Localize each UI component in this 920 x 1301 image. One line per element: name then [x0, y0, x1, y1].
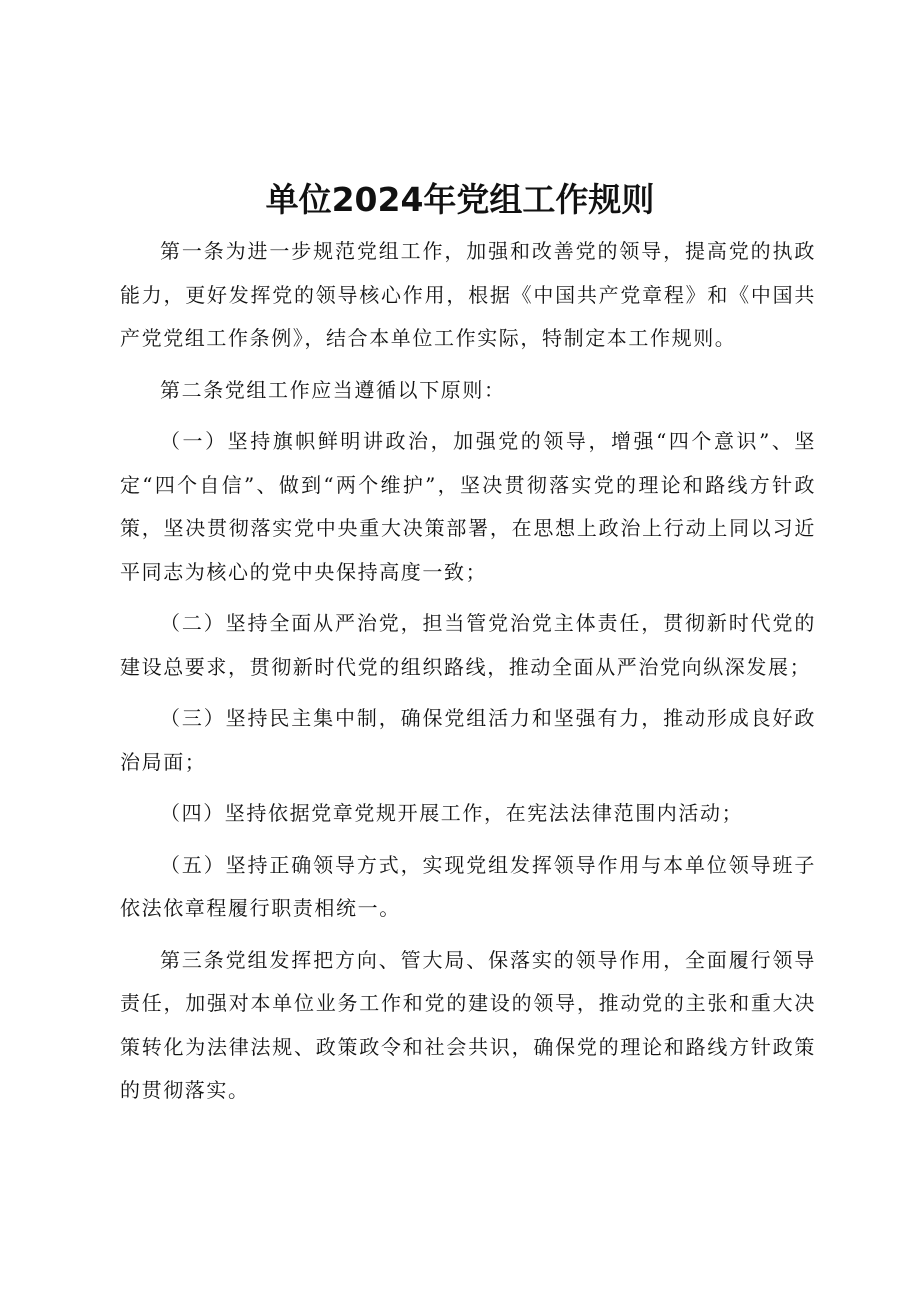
- principle-1-paragraph: （一）坚持旗帜鲜明讲政治，加强党的领导，增强“四个意识”、坚定“四个自信”、做到“两个维护”，坚决贯彻落实党的理论和路线方针政策，坚决贯彻落实党中央重大决策部署，在思想上政治上行动上同以习近平同志为核心的党中央保持高度一致；: [120, 429, 816, 584]
- principle-2-paragraph: （二）坚持全面从严治党，担当管党治党主体责任，贯彻新时代党的建设总要求，贯彻新时代党的组织路线，推动全面从严治党向纵深发展；: [120, 611, 816, 679]
- document-title: 单位2024年党组工作规则: [265, 180, 655, 219]
- principle-3-paragraph: （三）坚持民主集中制，确保党组活力和坚强有力，推动形成良好政治局面；: [120, 706, 816, 774]
- principle-5-paragraph: （五）坚持正确领导方式，实现党组发挥领导作用与本单位领导班子依法依章程履行职责相统一。: [120, 852, 816, 920]
- principle-4-paragraph: （四）坚持依据党章党规开展工作，在宪法法律范围内活动；: [160, 801, 744, 825]
- article-1-paragraph: 第一条为进一步规范党组工作，加强和改善党的领导，提高党的执政能力，更好发挥党的领导核心作用，根据《中国共产党章程》和《中国共产党党组工作条例》，结合本单位工作实际，特制定本工作规则。: [120, 239, 816, 350]
- article-3-paragraph: 第三条党组发挥把方向、管大局、保落实的领导作用，全面履行领导责任，加强对本单位业务工作和党的建设的领导，推动党的主张和重大决策转化为法律法规、政策政令和社会共识，确保党的理论和路线方针政策的贯彻落实。: [120, 947, 816, 1102]
- article-2-paragraph: 第二条党组工作应当遵循以下原则：: [160, 377, 506, 402]
- document-body: [120, 230, 816, 1113]
